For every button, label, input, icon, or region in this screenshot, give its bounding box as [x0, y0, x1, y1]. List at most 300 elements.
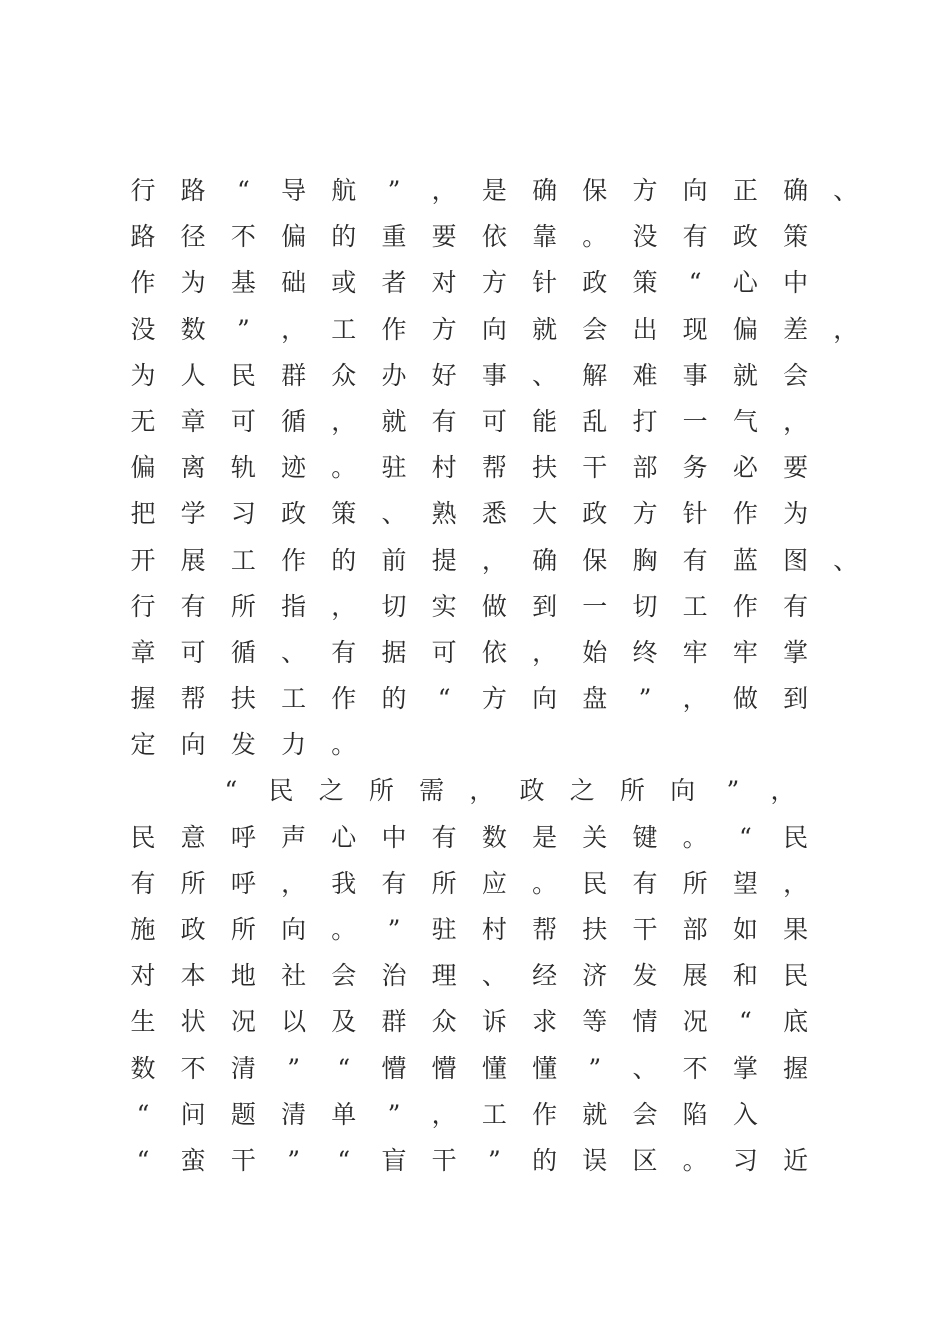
- text-line: [128, 540, 859, 586]
- text-char: 做: [732, 684, 758, 714]
- text-char: 是: [532, 822, 558, 852]
- text-char: 扶: [230, 684, 256, 714]
- text-char: 村: [481, 915, 507, 944]
- text-char: 章: [130, 637, 156, 667]
- text-char: 航: [331, 176, 357, 205]
- text-char: 工: [230, 545, 256, 575]
- text-char: 章: [180, 406, 206, 436]
- text-char: “: [688, 268, 702, 298]
- text-char: 做: [481, 591, 507, 621]
- text-line: [128, 863, 848, 909]
- text-char: “: [136, 1145, 150, 1175]
- text-char: 、: [632, 1053, 658, 1083]
- text-char: 事: [481, 360, 507, 390]
- text-char: 确: [532, 545, 558, 575]
- text-line: [128, 401, 848, 447]
- text-char: 依: [481, 222, 507, 252]
- text-char: 政: [582, 499, 608, 529]
- text-char: 行: [130, 176, 156, 205]
- text-char: 针: [532, 268, 558, 298]
- text-line: [128, 216, 848, 262]
- text-char: 正: [732, 176, 758, 205]
- text-char: 。: [682, 1145, 708, 1175]
- text-char: 发: [230, 730, 256, 760]
- text-char: 牢: [682, 637, 708, 667]
- text-char: 。: [331, 453, 357, 483]
- text-char: 所: [230, 915, 256, 944]
- text-char: 干: [431, 1145, 457, 1175]
- text-char: 差: [783, 314, 809, 344]
- text-char: 的: [381, 684, 407, 714]
- text-char: 偏: [732, 314, 758, 344]
- text-char: 为: [180, 268, 206, 298]
- text-char: ，: [331, 406, 357, 436]
- text-char: 作: [381, 314, 407, 344]
- text-line: [128, 447, 848, 493]
- text-char: 重: [381, 222, 407, 252]
- text-char: ，: [431, 1099, 457, 1129]
- text-char: 必: [732, 453, 758, 483]
- text-char: ”: [726, 776, 740, 806]
- text-char: 治: [381, 961, 407, 991]
- text-char: 帮: [532, 915, 558, 944]
- text-char: 、: [381, 499, 407, 529]
- text-char: “: [337, 1053, 351, 1083]
- text-char: 的: [331, 545, 357, 575]
- text-char: 把: [130, 499, 156, 529]
- text-char: 数: [130, 1053, 156, 1083]
- text-char: 会: [783, 360, 809, 390]
- text-char: “: [739, 822, 752, 852]
- text-char: 诉: [481, 1007, 507, 1037]
- text-char: ，: [469, 776, 495, 806]
- text-line: [128, 1094, 848, 1140]
- text-char: 本: [180, 961, 206, 991]
- text-char: 有: [783, 591, 809, 621]
- text-char: 方: [632, 176, 658, 205]
- text-char: 会: [331, 961, 357, 991]
- text-char: 就: [381, 406, 407, 436]
- text-char: 关: [582, 822, 608, 852]
- text-char: 。: [331, 915, 357, 944]
- text-char: 中: [381, 822, 407, 852]
- text-char: 驻: [381, 453, 407, 483]
- text-char: 理: [431, 961, 457, 991]
- text-char: 底: [783, 1007, 809, 1037]
- text-char: 、: [281, 637, 307, 667]
- text-char: 中: [783, 268, 809, 298]
- text-char: 村: [431, 453, 457, 483]
- text-char: 有: [632, 868, 658, 898]
- text-char: 况: [682, 1007, 708, 1037]
- text-char: 工: [331, 314, 357, 344]
- text-char: “: [437, 684, 451, 714]
- text-line: [128, 678, 848, 724]
- text-char: 为: [130, 360, 156, 390]
- text-char: 实: [431, 591, 457, 621]
- text-char: 政: [582, 268, 608, 298]
- text-line: [128, 493, 848, 539]
- text-char: 不: [180, 1053, 206, 1083]
- text-char: 望: [732, 868, 758, 898]
- text-char: 民: [582, 868, 608, 898]
- text-char: 政: [732, 222, 758, 252]
- text-char: 清: [281, 1099, 307, 1129]
- text-char: 、: [833, 545, 859, 575]
- text-char: 切: [632, 591, 658, 621]
- text-char: 确: [532, 176, 558, 205]
- text-char: 胸: [632, 545, 658, 575]
- text-char: 握: [783, 1053, 809, 1083]
- text-char: 之: [569, 776, 595, 806]
- text-char: 方: [431, 314, 457, 344]
- text-char: 定: [130, 730, 156, 760]
- text-char: 保: [582, 176, 608, 205]
- text-char: 到: [783, 684, 809, 714]
- text-char: 工: [682, 591, 708, 621]
- text-char: 。: [331, 730, 357, 760]
- text-char: ”: [387, 1099, 401, 1129]
- text-char: 有: [431, 406, 457, 436]
- text-char: 民: [230, 360, 256, 390]
- text-char: 是: [481, 176, 507, 205]
- text-char: 作: [331, 684, 357, 714]
- text-char: 之: [318, 776, 344, 806]
- text-char: 近: [783, 1145, 809, 1175]
- text-char: 到: [532, 591, 558, 621]
- text-char: 盲: [381, 1145, 407, 1175]
- text-char: 悉: [481, 499, 507, 529]
- text-char: ，: [281, 314, 307, 344]
- text-char: 以: [281, 1007, 307, 1037]
- text-char: 基: [230, 268, 256, 298]
- text-char: 社: [281, 961, 307, 991]
- text-char: 学: [180, 499, 206, 529]
- text-char: 向: [670, 776, 696, 806]
- text-char: “: [136, 1099, 150, 1129]
- text-char: 路: [130, 222, 156, 252]
- text-char: 和: [732, 961, 758, 991]
- text-char: 政: [281, 499, 307, 529]
- text-char: 有: [331, 637, 357, 667]
- text-char: 解: [582, 360, 608, 390]
- text-char: 民: [783, 961, 809, 991]
- text-char: 帮: [481, 453, 507, 483]
- text-char: 对: [431, 268, 457, 298]
- text-char: 终: [632, 637, 658, 667]
- text-char: ，: [833, 314, 859, 344]
- text-char: 、: [833, 176, 859, 205]
- text-char: 等: [582, 1007, 608, 1037]
- text-char: 所: [230, 591, 256, 621]
- text-char: 、: [532, 360, 558, 390]
- text-char: 如: [732, 915, 758, 944]
- text-char: 陷: [682, 1099, 708, 1129]
- text-char: 向: [180, 730, 206, 760]
- text-char: 可: [230, 406, 256, 436]
- text-char: 众: [431, 1007, 457, 1037]
- text-char: 前: [381, 545, 407, 575]
- text-char: 据: [381, 637, 407, 667]
- text-char: 。: [582, 222, 608, 252]
- text-char: 民: [130, 822, 156, 852]
- text-line: [128, 586, 848, 632]
- text-char: 政: [519, 776, 545, 806]
- text-char: 乱: [582, 406, 608, 436]
- text-char: 作: [732, 499, 758, 529]
- text-char: 懵: [431, 1053, 457, 1083]
- text-char: 行: [130, 591, 156, 621]
- text-char: 径: [180, 222, 206, 252]
- text-char: ，: [783, 868, 809, 898]
- text-char: 作: [732, 591, 758, 621]
- text-char: 扶: [532, 453, 558, 483]
- text-char: 扶: [582, 915, 608, 944]
- text-char: ，: [281, 868, 307, 898]
- text-char: 呼: [230, 868, 256, 898]
- text-line: [128, 1001, 848, 1047]
- text-char: 问: [180, 1099, 206, 1129]
- text-char: 握: [130, 684, 156, 714]
- text-line: [128, 724, 848, 770]
- text-char: 离: [180, 453, 206, 483]
- text-char: 有: [682, 545, 708, 575]
- text-char: 事: [682, 360, 708, 390]
- text-char: 对: [130, 961, 156, 991]
- text-char: 有: [381, 868, 407, 898]
- text-char: 轨: [230, 453, 256, 483]
- text-char: 数: [180, 314, 206, 344]
- text-line: [128, 770, 848, 816]
- text-char: 迹: [281, 453, 307, 483]
- text-char: 求: [532, 1007, 558, 1037]
- text-char: 键: [632, 822, 658, 852]
- text-line: [128, 1048, 848, 1094]
- text-char: 提: [431, 545, 457, 575]
- text-char: 牢: [732, 637, 758, 667]
- text-char: 循: [230, 637, 256, 667]
- text-char: 策: [783, 222, 809, 252]
- text-char: 向: [481, 314, 507, 344]
- text-char: 务: [682, 453, 708, 483]
- text-char: 单: [331, 1099, 357, 1129]
- text-char: 。: [682, 822, 708, 852]
- text-char: 干: [582, 453, 608, 483]
- text-char: 为: [783, 499, 809, 529]
- text-char: ，: [682, 684, 708, 714]
- text-line: [128, 1140, 848, 1186]
- text-char: 可: [180, 637, 206, 667]
- text-char: 靠: [532, 222, 558, 252]
- text-char: 难: [632, 360, 658, 390]
- text-char: ，: [783, 406, 809, 436]
- text-char: ”: [237, 314, 250, 344]
- text-char: 声: [281, 822, 307, 852]
- text-char: 发: [632, 961, 658, 991]
- text-char: 作: [281, 545, 307, 575]
- text-char: 心: [732, 268, 758, 298]
- text-char: 可: [481, 406, 507, 436]
- text-char: 或: [331, 268, 357, 298]
- text-char: 大: [532, 499, 558, 529]
- text-char: 掌: [732, 1053, 758, 1083]
- text-char: 盘: [582, 684, 608, 714]
- text-char: 针: [682, 499, 708, 529]
- text-char: 向: [281, 915, 307, 944]
- text-char: 开: [130, 545, 156, 575]
- text-char: 有: [682, 222, 708, 252]
- text-char: 况: [230, 1007, 256, 1037]
- text-char: 策: [632, 268, 658, 298]
- text-char: 呼: [230, 822, 256, 852]
- text-char: 民: [783, 822, 809, 852]
- text-char: 济: [582, 961, 608, 991]
- text-char: 能: [532, 406, 558, 436]
- text-char: ，: [532, 637, 558, 667]
- text-char: 作: [130, 268, 156, 298]
- text-char: 的: [532, 1145, 558, 1175]
- text-line: [128, 309, 859, 355]
- text-char: 所: [619, 776, 645, 806]
- text-char: 帮: [180, 684, 206, 714]
- text-char: 路: [180, 176, 206, 205]
- text-char: 指: [281, 591, 307, 621]
- text-char: 我: [331, 868, 357, 898]
- text-char: 、: [481, 961, 507, 991]
- text-char: 一: [682, 406, 708, 436]
- text-char: 向: [532, 684, 558, 714]
- text-char: 及: [331, 1007, 357, 1037]
- text-char: 可: [431, 637, 457, 667]
- text-char: 数: [481, 822, 507, 852]
- text-line: [128, 632, 848, 678]
- text-char: 方: [481, 268, 507, 298]
- text-char: ”: [588, 1053, 602, 1083]
- text-char: 民: [268, 776, 294, 806]
- text-char: 策: [331, 499, 357, 529]
- text-char: 者: [381, 268, 407, 298]
- text-char: 一: [582, 591, 608, 621]
- text-char: 所: [431, 868, 457, 898]
- text-char: 需: [419, 776, 445, 806]
- text-char: ”: [488, 1145, 501, 1175]
- text-char: 就: [732, 360, 758, 390]
- text-char: 政: [180, 915, 206, 944]
- text-char: 力: [281, 730, 307, 760]
- text-char: 工: [281, 684, 307, 714]
- text-char: 会: [582, 314, 608, 344]
- text-char: 清: [230, 1053, 256, 1083]
- text-char: 有: [130, 868, 156, 898]
- text-char: ”: [387, 915, 401, 944]
- text-char: 误: [582, 1145, 608, 1175]
- text-line: [128, 817, 848, 863]
- text-char: 不: [682, 1053, 708, 1083]
- text-char: ”: [638, 684, 652, 714]
- text-char: 蛮: [180, 1145, 206, 1175]
- text-char: ”: [287, 1053, 300, 1083]
- text-char: 工: [481, 1099, 507, 1129]
- text-char: 打: [632, 406, 658, 436]
- text-char: 气: [732, 406, 758, 436]
- text-char: 图: [783, 545, 809, 575]
- text-char: 状: [180, 1007, 206, 1037]
- text-char: “: [337, 1145, 351, 1175]
- text-char: 展: [682, 961, 708, 991]
- text-char: 作: [532, 1099, 558, 1129]
- text-char: 蓝: [732, 545, 758, 575]
- text-char: 懵: [381, 1053, 407, 1083]
- text-char: ”: [287, 1145, 300, 1175]
- text-char: 方: [632, 499, 658, 529]
- text-char: 向: [682, 176, 708, 205]
- text-char: 人: [180, 360, 206, 390]
- text-char: 意: [180, 822, 206, 852]
- text-char: 题: [230, 1099, 256, 1129]
- text-char: 地: [230, 961, 256, 991]
- text-char: 懂: [532, 1053, 558, 1083]
- text-char: 不: [230, 222, 256, 252]
- text-char: 生: [130, 1007, 156, 1037]
- text-char: 入: [732, 1099, 758, 1129]
- text-char: 有: [180, 591, 206, 621]
- text-char: 掌: [783, 637, 809, 667]
- text-char: 群: [281, 360, 307, 390]
- text-line: [128, 955, 848, 1001]
- text-char: 部: [632, 453, 658, 483]
- text-char: ”: [387, 176, 401, 205]
- text-char: 出: [632, 314, 658, 344]
- text-char: 驻: [431, 915, 457, 944]
- text-char: 施: [130, 915, 156, 944]
- text-char: 保: [582, 545, 608, 575]
- text-char: “: [224, 776, 238, 806]
- text-char: 区: [632, 1145, 658, 1175]
- text-char: “: [739, 1007, 752, 1037]
- text-line: [128, 262, 848, 308]
- text-char: ，: [770, 776, 796, 806]
- text-char: 熟: [431, 499, 457, 529]
- text-char: 习: [732, 1145, 758, 1175]
- text-char: 没: [632, 222, 658, 252]
- text-char: 所: [682, 868, 708, 898]
- text-char: 没: [130, 314, 156, 344]
- text-char: 好: [431, 360, 457, 390]
- text-char: 的: [331, 222, 357, 252]
- text-char: 众: [331, 360, 357, 390]
- text-char: 依: [481, 637, 507, 667]
- text-char: 应: [481, 868, 507, 898]
- text-char: 心: [331, 822, 357, 852]
- text-line: [128, 170, 859, 216]
- text-char: 展: [180, 545, 206, 575]
- text-char: 现: [682, 314, 708, 344]
- text-char: 群: [381, 1007, 407, 1037]
- text-char: 所: [368, 776, 394, 806]
- text-char: 就: [532, 314, 558, 344]
- text-char: “: [237, 176, 250, 205]
- text-char: 懂: [481, 1053, 507, 1083]
- text-char: ，: [331, 591, 357, 621]
- text-char: 办: [381, 360, 407, 390]
- text-char: 导: [281, 176, 307, 205]
- text-char: 就: [582, 1099, 608, 1129]
- text-char: 所: [180, 868, 206, 898]
- text-char: 偏: [130, 453, 156, 483]
- text-char: 有: [431, 822, 457, 852]
- text-char: 确: [783, 176, 809, 205]
- text-char: 。: [532, 868, 558, 898]
